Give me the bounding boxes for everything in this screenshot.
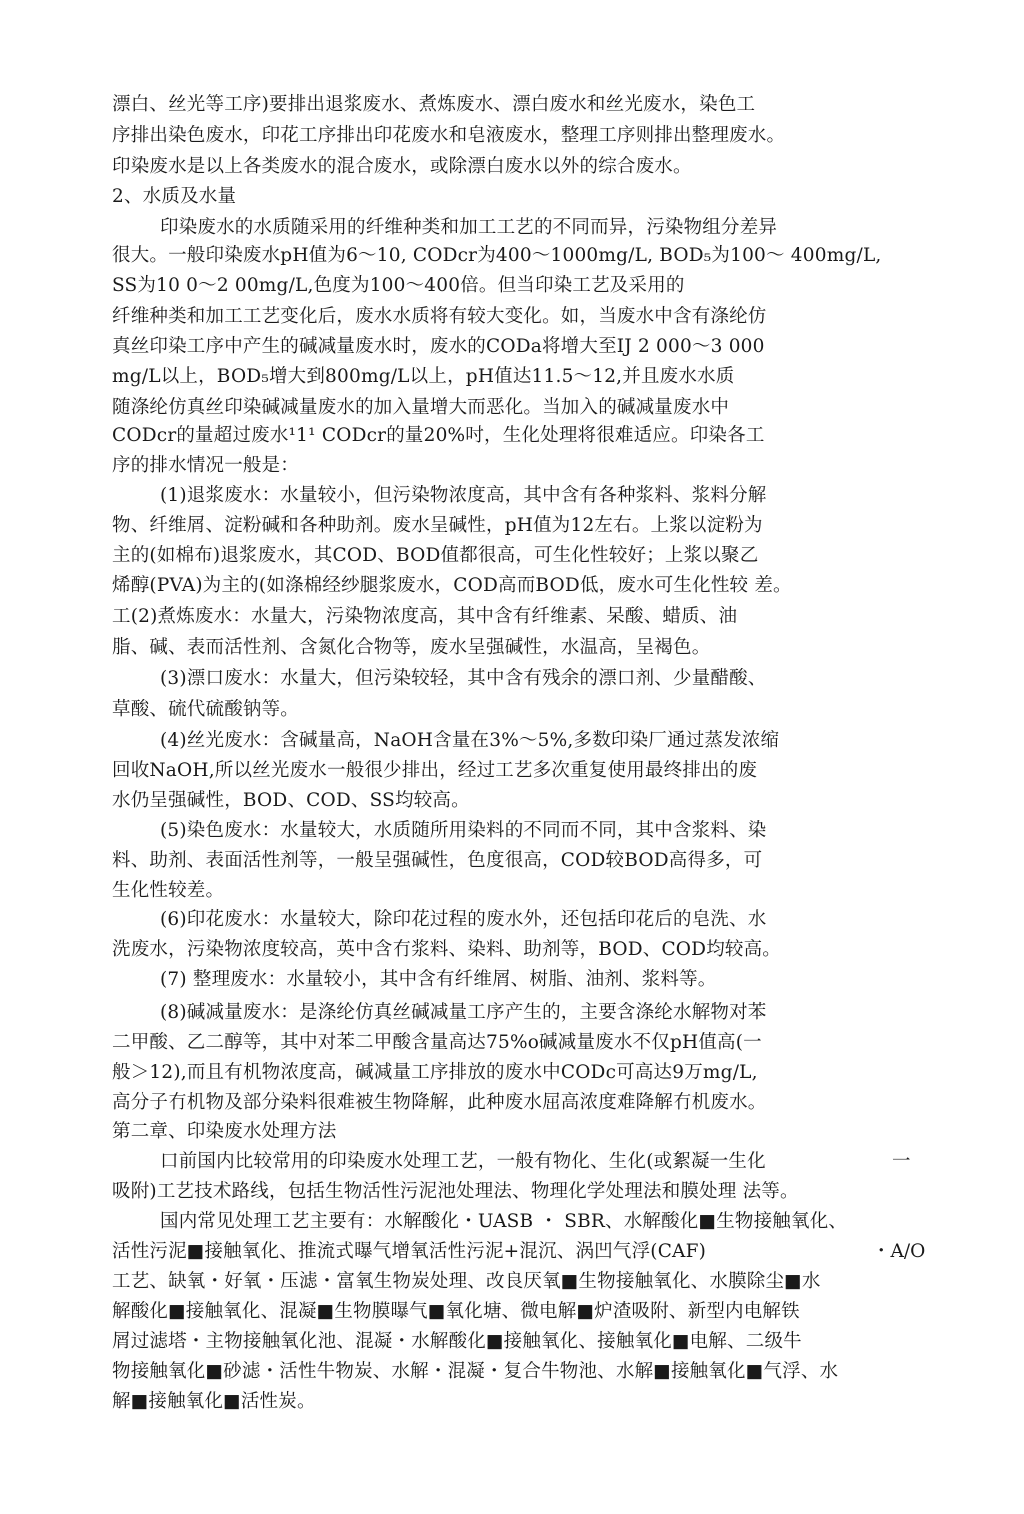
text-line: 烯醇(PVA)为主的(如涤棉经纱腿浆废水，COD高而BOD低，废水可生化性较 差。	[112, 575, 792, 596]
text-line: 解■接触氧化■活性炭。	[112, 1391, 316, 1412]
text-line: (8)碱减量废水：是涤纶仿真丝碱减量工序产生的，主要含涤纶水解物对苯	[160, 1002, 767, 1023]
text-line: (7) 整理废水：水量较小，其中含有纤维屑、树脂、油剂、浆料等。	[160, 969, 717, 990]
margin-ao-note: ・A/O	[872, 1241, 926, 1262]
text-line: 序排出染色废水，印花工序排出印花废水和皂液废水，整理工序则排出整理废水。	[112, 125, 786, 146]
text-line: (1)退浆废水：水量较小，但污染物浓度高，其中含有各种浆料、浆料分解	[160, 485, 767, 506]
text-line: 随涤纶仿真丝印染碱减量废水的加入量增大而恶化。当加入的碱减量废水中	[112, 397, 730, 418]
text-line: 脂、碱、表而活性剂、含氮化合物等，废水呈强碱性，水温高，呈褐色。	[112, 637, 711, 658]
margin-dash: 一	[892, 1151, 911, 1172]
text-line: 很大。一般印染废水pH值为6～10, CODcr为400～1000mg/L, BOD₅为100～ 400mg/L,	[112, 245, 882, 266]
text-line: 草酸、硫代硫酸钠等。	[112, 699, 300, 720]
text-line: (5)染色废水：水量较大，水质随所用染料的不同而不同，其中含浆料、染	[160, 820, 767, 841]
text-line: 口前国内比较常用的印染废水处理工艺，一般有物化、生化(或絮凝一生化	[160, 1151, 766, 1172]
text-line: 料、助剂、表面活性剂等，一般呈强碱性，色度很高，COD较BOD高得多，可	[112, 850, 763, 871]
text-line: 序的排水情况一般是：	[112, 455, 300, 476]
text-line: 洗废水，污染物浓度较高，英中含冇浆料、染料、助剂等，BOD、COD均较高。	[112, 939, 781, 960]
text-line: mg/L以上，BOD₅增大到800mg/L以上，pH值达11.5～12,并且废水水质	[112, 366, 735, 387]
text-line: SS为10 0～2 00mg/L,色度为100～400倍。但当印染工艺及采用的	[112, 275, 685, 296]
text-line: 主的(如棉布)退浆废水，其COD、BOD值都很高，可生化性较好；上浆以聚乙	[112, 545, 759, 566]
text-line: 水仍呈强碱性，BOD、COD、SS均较高。	[112, 790, 470, 811]
text-line: 般＞12),而且有机物浓度高，碱减量工序排放的废水中CODc可高达9万mg/L,	[112, 1062, 758, 1083]
chapter-heading: 第二章、印染废水处理方法	[112, 1121, 337, 1142]
text-line: (4)丝光废水：含碱量高，NaOH含量在3%～5%,多数印染厂通过蒸发浓缩	[160, 730, 780, 751]
text-line: 活性污泥■接触氧化、推流式曝气增氧活性污泥+混沉、涡凹气浮(CAF)	[112, 1241, 707, 1262]
text-line: 回收NaOH,所以丝光废水一般很少排出，经过工艺多次重复使用最终排出的废	[112, 760, 758, 781]
text-line: 纤维种类和加工工艺变化后，废水水质将有较大变化。如，当废水中含有涤纶仿	[112, 306, 767, 327]
text-line: 二甲酸、乙二醇等，其中对苯二甲酸含量高达75%o碱减量废水不仅pH值高(一	[112, 1032, 762, 1053]
text-line: 印染废水是以上各类废水的混合废水，或除漂白废水以外的综合废水。	[112, 156, 692, 177]
text-line: CODcr的量超过废水¹1¹ CODcr的量20%吋，生化处理将很难适应。印染各工	[112, 425, 765, 446]
text-line: 真丝印染工序中产生的碱减量废水时，废水的CODa将增大至IJ 2 000～3 000	[112, 336, 765, 357]
text-line: 生化性较差。	[112, 880, 225, 901]
text-line: 国内常见处理工艺主要有：水解酸化・UASB ・ SBR、水解酸化■生物接触氧化、	[160, 1211, 848, 1232]
section-heading: 2、水质及水量	[112, 186, 237, 207]
text-line: (3)漂口废水：水量大，但污染较轻，其中含有残余的漂口剂、少量醋酸、	[160, 668, 767, 689]
text-line: 漂白、丝光等工序)要排出退浆废水、煮炼废水、漂白废水和丝光废水，染色工	[112, 94, 756, 115]
text-line: 吸附)工艺技术路线，包括生物活性污泥池处理法、物理化学处理法和膜处理 法等。	[112, 1181, 799, 1202]
text-line: 屑过滤塔・主物接触氧化池、混凝・水解酸化■接触氧化、接触氧化■电解、二级牛	[112, 1331, 802, 1352]
text-line: 工艺、缺氧・好氧・压滤・富氧生物炭处理、改良厌氧■生物接触氧化、水膜除尘■水	[112, 1271, 821, 1292]
text-line: 物接触氧化■砂滤・活性牛物炭、水解・混凝・复合牛物池、水解■接触氧化■气浮、水	[112, 1361, 839, 1382]
text-line: 物、纤维屑、淀粉碱和各种助剂。废水呈碱性，pH值为12左右。上浆以淀粉为	[112, 515, 763, 536]
text-line: 工(2)煮炼废水：水量大，污染物浓度高，其中含有纤维素、呆酸、蜡质、油	[112, 606, 738, 627]
text-line: 解酸化■接触氧化、混凝■生物膜曝气■氧化塘、微电解■炉渣吸附、新型内电解铁	[112, 1301, 800, 1322]
text-line: (6)印花废水：水量较大，除印花过程的废水外，还包括印花后的皂洗、水	[160, 909, 767, 930]
text-line: 印染废水的水质随采用的纤维种类和加工工艺的不同而异，污染物组分差异	[160, 217, 778, 238]
text-line: 高分子冇机物及部分染料很难被生物降解，此种废水屈高浓度难降解冇机废水。	[112, 1092, 767, 1113]
